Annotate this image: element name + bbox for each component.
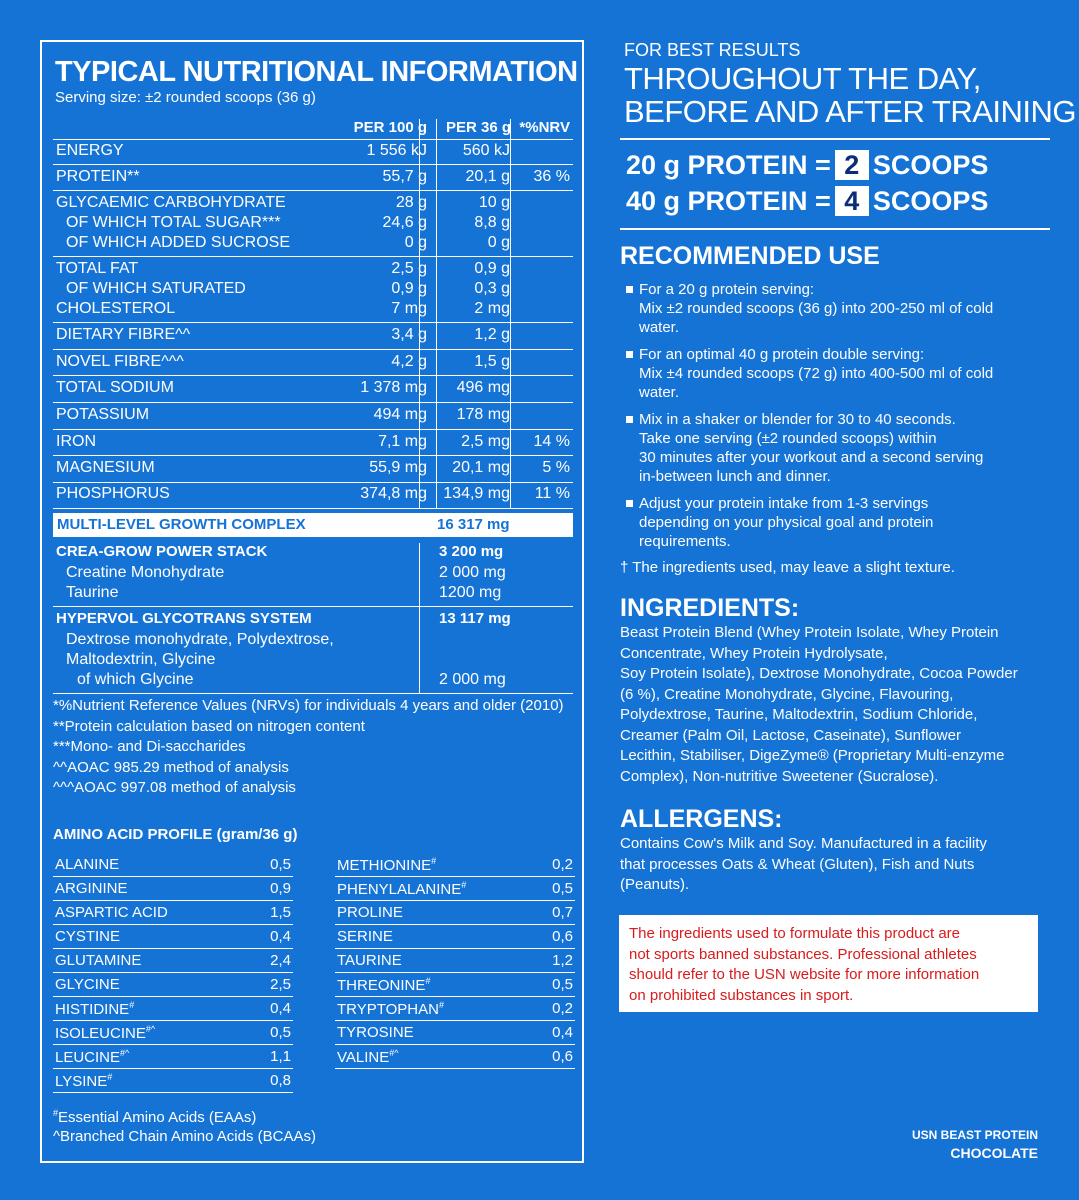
amino-row (53, 949, 293, 973)
footnote-bcaa: ^Branched Chain Amino Acids (BCAAs) (53, 1128, 316, 1145)
amino-row (335, 949, 575, 973)
amino-name (337, 1048, 398, 1066)
amino-name-text: CYSTINE (55, 928, 121, 945)
amino-marker: #^ (120, 1048, 130, 1058)
amino-row (53, 1021, 293, 1045)
amino-name-text: LEUCINE (55, 1049, 121, 1066)
amino-name (55, 1048, 129, 1066)
allergens-text (620, 834, 1050, 896)
bullet-line: water. (639, 384, 680, 401)
amino-row (53, 973, 293, 997)
amino-marker: #^ (145, 1024, 156, 1034)
row-per36: 2 mg (474, 300, 510, 317)
text-line: Soy Protein Isolate), Dextrose Monohydrate, Cocoa Powder (620, 665, 1018, 682)
row-per36: 0,9 g (474, 260, 510, 277)
amino-name (55, 880, 128, 897)
amino-marker: # (107, 1072, 113, 1082)
amino-value: 0,7 (552, 904, 573, 921)
divider (53, 164, 573, 165)
bullet-line: requirements. (639, 533, 731, 550)
headline-line: BEFORE AND AFTER TRAINING (624, 94, 1077, 129)
divider (53, 402, 573, 403)
crea-name: CREA-GROW POWER STACK (56, 543, 268, 560)
panel-title: TYPICAL NUTRITIONAL INFORMATION (55, 56, 578, 88)
nutrition-panel (40, 40, 584, 1163)
row-per100: 0,9 g (391, 280, 427, 297)
mlgc-row (53, 513, 573, 537)
serving-size: Serving size: ±2 rounded scoops (36 g) (55, 89, 316, 106)
row-nrv: 5 % (542, 459, 570, 476)
crea-item-value: 1200 mg (439, 584, 502, 601)
amino-name-text: LYSINE (55, 1073, 108, 1090)
row-per100: 2,5 g (391, 260, 427, 277)
divider (53, 606, 573, 607)
text-line: (6 %), Creatine Monohydrate, Glycine, Flavouring, (620, 685, 954, 703)
row-per36: 1,5 g (474, 353, 510, 370)
row-per100: 3,4 g (391, 326, 427, 343)
divider (620, 228, 1050, 230)
amino-value: 0,2 (552, 856, 573, 873)
amino-name-text: PHENYLALANINE (337, 881, 462, 898)
bullet-line: in-between lunch and dinner. (639, 468, 831, 485)
divider (53, 429, 573, 430)
ingredients-title: INGREDIENTS: (620, 594, 800, 622)
amino-name (55, 1024, 155, 1042)
amino-title: AMINO ACID PROFILE (gram/36 g) (53, 826, 298, 843)
row-nrv: 14 % (533, 433, 570, 450)
amino-value: 0,5 (552, 880, 573, 897)
row-label: PHOSPHORUS (56, 485, 170, 502)
footnote-eaa (53, 1108, 256, 1126)
amino-name-text: VALINE (337, 1049, 390, 1066)
bullet-line: depending on your physical goal and protein (639, 514, 934, 531)
text-line: that processes Oats & Wheat (Gluten), Fish and Nuts (620, 855, 975, 873)
divider (53, 482, 573, 483)
divider (53, 256, 573, 257)
row-per100: 7 mg (391, 300, 427, 317)
amino-name-text: ALANINE (55, 856, 120, 873)
amino-row (53, 853, 293, 877)
scoop-count-box: 4 (835, 186, 869, 216)
scoops-unit: SCOOPS (872, 150, 989, 180)
row-label: TOTAL SODIUM (56, 379, 174, 396)
text-line: Beast Protein Blend (Whey Protein Isolate, Whey Protein (620, 624, 999, 641)
best-results-headline (624, 62, 1076, 128)
amino-value: 0,9 (270, 880, 291, 897)
text-line: Lecithin, Stabiliser, DigeZyme® (Proprietary Multi-enzyme (620, 747, 1005, 764)
amino-name-text: SERINE (337, 928, 393, 945)
amino-row (335, 973, 575, 997)
usage-bullet (626, 494, 1046, 551)
row-label: OF WHICH ADDED SUCROSE (66, 234, 291, 251)
amino-marker: # (461, 880, 467, 890)
amino-name (55, 976, 120, 993)
row-label: CHOLESTEROL (56, 300, 176, 317)
bullet-text (639, 494, 1046, 551)
footnote: ^^AOAC 985.29 method of analysis (53, 758, 289, 776)
scoops-text: 20 g PROTEIN = (626, 150, 831, 180)
row-label: GLYCAEMIC CARBOHYDRATE (56, 194, 286, 211)
row-label: POTASSIUM (56, 406, 150, 423)
usage-bullet (626, 280, 1046, 337)
product-name: USN BEAST PROTEIN (911, 1128, 1038, 1142)
crea-item-value: 2 000 mg (439, 564, 506, 581)
usage-bullet (626, 410, 1046, 486)
product-flavour: CHOCOLATE (950, 1145, 1038, 1161)
row-label: PROTEIN** (56, 168, 140, 185)
amino-row (335, 853, 575, 877)
row-per100: 374,8 mg (360, 485, 427, 502)
amino-row (335, 1045, 575, 1069)
scoops-unit: SCOOPS (872, 186, 989, 216)
amino-value: 0,4 (552, 1024, 573, 1041)
divider (53, 455, 573, 456)
row-per36: 496 mg (456, 379, 510, 396)
amino-row (335, 877, 575, 901)
amino-marker: #^ (389, 1048, 399, 1058)
row-per36: 134,9 mg (443, 485, 510, 502)
row-per36: 0 g (487, 234, 510, 251)
amino-name (55, 904, 168, 921)
row-label: TOTAL FAT (56, 260, 139, 277)
row-per100: 0 g (404, 234, 427, 251)
hyper-line-text: Dextrose monohydrate, Polydextrose, (66, 631, 334, 648)
divider (620, 138, 1050, 140)
row-nrv: 36 % (533, 168, 570, 185)
bullet-square-icon (626, 286, 633, 293)
scoops-text: 40 g PROTEIN = (626, 186, 831, 216)
amino-row (53, 925, 293, 949)
crea-item-name: Creatine Monohydrate (66, 564, 225, 581)
row-per36: 0,3 g (474, 280, 510, 297)
amino-name-text: TAURINE (337, 952, 402, 969)
amino-marker: # (438, 1000, 444, 1010)
amino-value: 0,6 (552, 928, 573, 945)
amino-row (335, 997, 575, 1021)
footnote-sup: # (53, 1108, 59, 1118)
hyper-value: 13 117 mg (439, 610, 511, 627)
amino-row (53, 901, 293, 925)
amino-value: 1,5 (270, 904, 291, 921)
text-line: should refer to the USN website for more information (629, 966, 980, 983)
bullet-text (639, 345, 1046, 402)
row-label: MAGNESIUM (56, 459, 155, 476)
bullet-square-icon (626, 500, 633, 507)
crea-value: 3 200 mg (439, 543, 504, 560)
col-divider (436, 119, 437, 509)
dagger-note: † The ingredients used, may leave a slight texture. (620, 559, 955, 576)
text-line: The ingredients used to formulate this product are (629, 925, 961, 942)
row-nrv: 11 % (534, 485, 570, 502)
row-label: IRON (56, 433, 96, 450)
divider (53, 508, 573, 509)
row-label: DIETARY FIBRE^^ (56, 326, 191, 343)
header-per100: PER 100 g (353, 119, 427, 136)
amino-name (337, 880, 466, 898)
divider (53, 349, 573, 350)
row-per100: 494 mg (373, 406, 427, 423)
amino-name (55, 928, 120, 945)
amino-value: 0,2 (552, 1000, 573, 1017)
amino-name (337, 928, 393, 945)
divider (53, 322, 573, 323)
bullet-square-icon (626, 416, 633, 423)
amino-name (337, 1024, 414, 1041)
amino-name (337, 1000, 444, 1018)
bullet-line: Mix in a shaker or blender for 30 to 40 seconds. (639, 411, 956, 428)
amino-name (55, 856, 119, 873)
bullet-line: 30 minutes after your workout and a second serving (639, 449, 984, 466)
banned-substances-warning (619, 915, 1038, 1012)
footnote-text: Essential Amino Acids (EAAs) (58, 1109, 257, 1126)
row-per36: 178 mg (456, 406, 510, 423)
amino-marker: # (129, 1000, 135, 1010)
header-per36: PER 36 g (445, 119, 511, 136)
amino-name-text: METHIONINE (337, 857, 432, 874)
mlgc-value: 16 317 mg (437, 516, 510, 533)
row-per36: 1,2 g (474, 326, 510, 343)
col-divider (419, 543, 420, 693)
footnote: ^^^AOAC 997.08 method of analysis (53, 779, 296, 796)
amino-row (53, 1069, 293, 1093)
amino-row (335, 925, 575, 949)
row-per36: 20,1 mg (452, 459, 510, 476)
amino-row (335, 901, 575, 925)
amino-value: 0,5 (270, 1024, 291, 1041)
row-per36: 20,1 g (465, 168, 510, 185)
row-per100: 7,1 mg (378, 433, 427, 450)
amino-name (55, 1000, 134, 1018)
text-line: (Peanuts). (620, 876, 690, 893)
amino-row (53, 997, 293, 1021)
usage-bullet (626, 345, 1046, 402)
footnote: **Protein calculation based on nitrogen content (53, 717, 365, 735)
text-line: Complex), Non-nutritive Sweetener (Sucralose). (620, 767, 939, 785)
amino-value: 0,6 (552, 1048, 573, 1065)
footnote: ***Mono- and Di-saccharides (53, 738, 246, 755)
hyper-line-text: of which Glycine (77, 671, 194, 688)
bullet-line: For an optimal 40 g protein double serving: (639, 346, 925, 363)
amino-value: 0,4 (270, 1000, 291, 1017)
row-label: OF WHICH SATURATED (66, 280, 246, 297)
row-label: NOVEL FIBRE^^^ (56, 353, 184, 370)
text-line: not sports banned substances. Professional athletes (629, 945, 977, 963)
amino-value: 2,4 (270, 952, 291, 969)
amino-value: 1,1 (270, 1048, 291, 1065)
row-label: OF WHICH TOTAL SUGAR*** (66, 214, 281, 231)
divider (53, 139, 573, 140)
scoop-count-box: 2 (835, 150, 869, 180)
row-per36: 2,5 mg (461, 433, 510, 450)
amino-name-text: ASPARTIC ACID (55, 904, 168, 921)
amino-value: 0,4 (270, 928, 291, 945)
amino-value: 2,5 (270, 976, 291, 993)
ingredients-text (620, 623, 1050, 787)
text-line: Contains Cow's Milk and Soy. Manufactured in a facility (620, 835, 987, 852)
amino-name-text: HISTIDINE (55, 1001, 130, 1018)
amino-name (337, 952, 402, 969)
bullet-text (639, 410, 1046, 486)
col-divider (510, 119, 511, 509)
amino-name-text: ARGININE (55, 880, 128, 897)
scoops-line-40 (626, 186, 988, 217)
bullet-line: Take one serving (±2 rounded scoops) within (639, 430, 937, 447)
row-per36: 560 kJ (462, 142, 510, 159)
amino-name-text: GLUTAMINE (55, 952, 142, 969)
amino-value: 1,2 (552, 952, 573, 969)
row-per100: 55,9 mg (369, 459, 427, 476)
text-line: on prohibited substances in sport. (629, 986, 854, 1004)
mlgc-name: MULTI-LEVEL GROWTH COMPLEX (57, 516, 306, 533)
row-label: ENERGY (56, 142, 124, 159)
amino-name (337, 904, 403, 921)
bullet-line: Adjust your protein intake from 1-3 servings (639, 495, 929, 512)
amino-name-text: THREONINE (337, 977, 426, 994)
hyper-name: HYPERVOL GLYCOTRANS SYSTEM (56, 610, 312, 627)
amino-name (55, 952, 141, 969)
hyper-line-text: Maltodextrin, Glycine (66, 651, 216, 668)
row-per100: 1 378 mg (360, 379, 427, 396)
row-per100: 55,7 g (382, 168, 427, 185)
bullet-text (639, 280, 1046, 337)
bullet-line: For a 20 g protein serving: (639, 281, 815, 298)
amino-value: 0,5 (552, 976, 573, 993)
row-per100: 28 g (395, 194, 427, 211)
amino-marker: # (431, 856, 437, 866)
amino-row (53, 877, 293, 901)
amino-name (337, 976, 430, 994)
amino-name-text: ISOLEUCINE (55, 1025, 146, 1042)
amino-name-text: GLYCINE (55, 976, 120, 993)
divider (53, 375, 573, 376)
row-per100: 1 556 kJ (366, 142, 427, 159)
header-nrv: *%NRV (519, 119, 570, 136)
row-per36: 8,8 g (474, 214, 510, 231)
divider (53, 190, 573, 191)
crea-item-name: Taurine (66, 584, 119, 601)
amino-marker: # (425, 976, 431, 986)
amino-row (53, 1045, 293, 1069)
best-results-label: FOR BEST RESULTS (624, 40, 801, 60)
footnote: *%Nutrient Reference Values (NRVs) for individuals 4 years and older (2010) (53, 697, 564, 714)
amino-name (55, 1072, 112, 1090)
row-per100: 4,2 g (391, 353, 427, 370)
col-divider (419, 119, 420, 509)
text-line: Creamer (Palm Oil, Lactose, Caseinate), Sunflower (620, 726, 961, 744)
amino-name-text: PROLINE (337, 904, 403, 921)
amino-name-text: TRYPTOPHAN (337, 1001, 439, 1018)
scoops-line-20 (626, 150, 988, 181)
row-per100: 24,6 g (382, 214, 427, 231)
recommended-use-title: RECOMMENDED USE (620, 242, 880, 270)
bullet-line: water. (639, 319, 680, 336)
allergens-title: ALLERGENS: (620, 805, 783, 833)
divider (53, 693, 573, 694)
bullet-line: Mix ±2 rounded scoops (36 g) into 200-250 ml of cold (639, 300, 994, 317)
bullet-line: Mix ±4 rounded scoops (72 g) into 400-500 ml of cold (639, 365, 994, 382)
amino-value: 0,5 (270, 856, 291, 873)
amino-name-text: TYROSINE (337, 1024, 414, 1041)
text-line: Concentrate, Whey Protein Hydrolysate, (620, 644, 888, 662)
amino-name (337, 856, 436, 874)
row-per36: 10 g (478, 194, 510, 211)
amino-value: 0,8 (270, 1072, 291, 1089)
headline-line: THROUGHOUT THE DAY, (624, 61, 981, 96)
hyper-line-value: 2 000 mg (439, 671, 506, 688)
bullet-square-icon (626, 351, 633, 358)
text-line: Polydextrose, Taurine, Maltodextrin, Sodium Chloride, (620, 706, 978, 723)
amino-row (335, 1021, 575, 1045)
